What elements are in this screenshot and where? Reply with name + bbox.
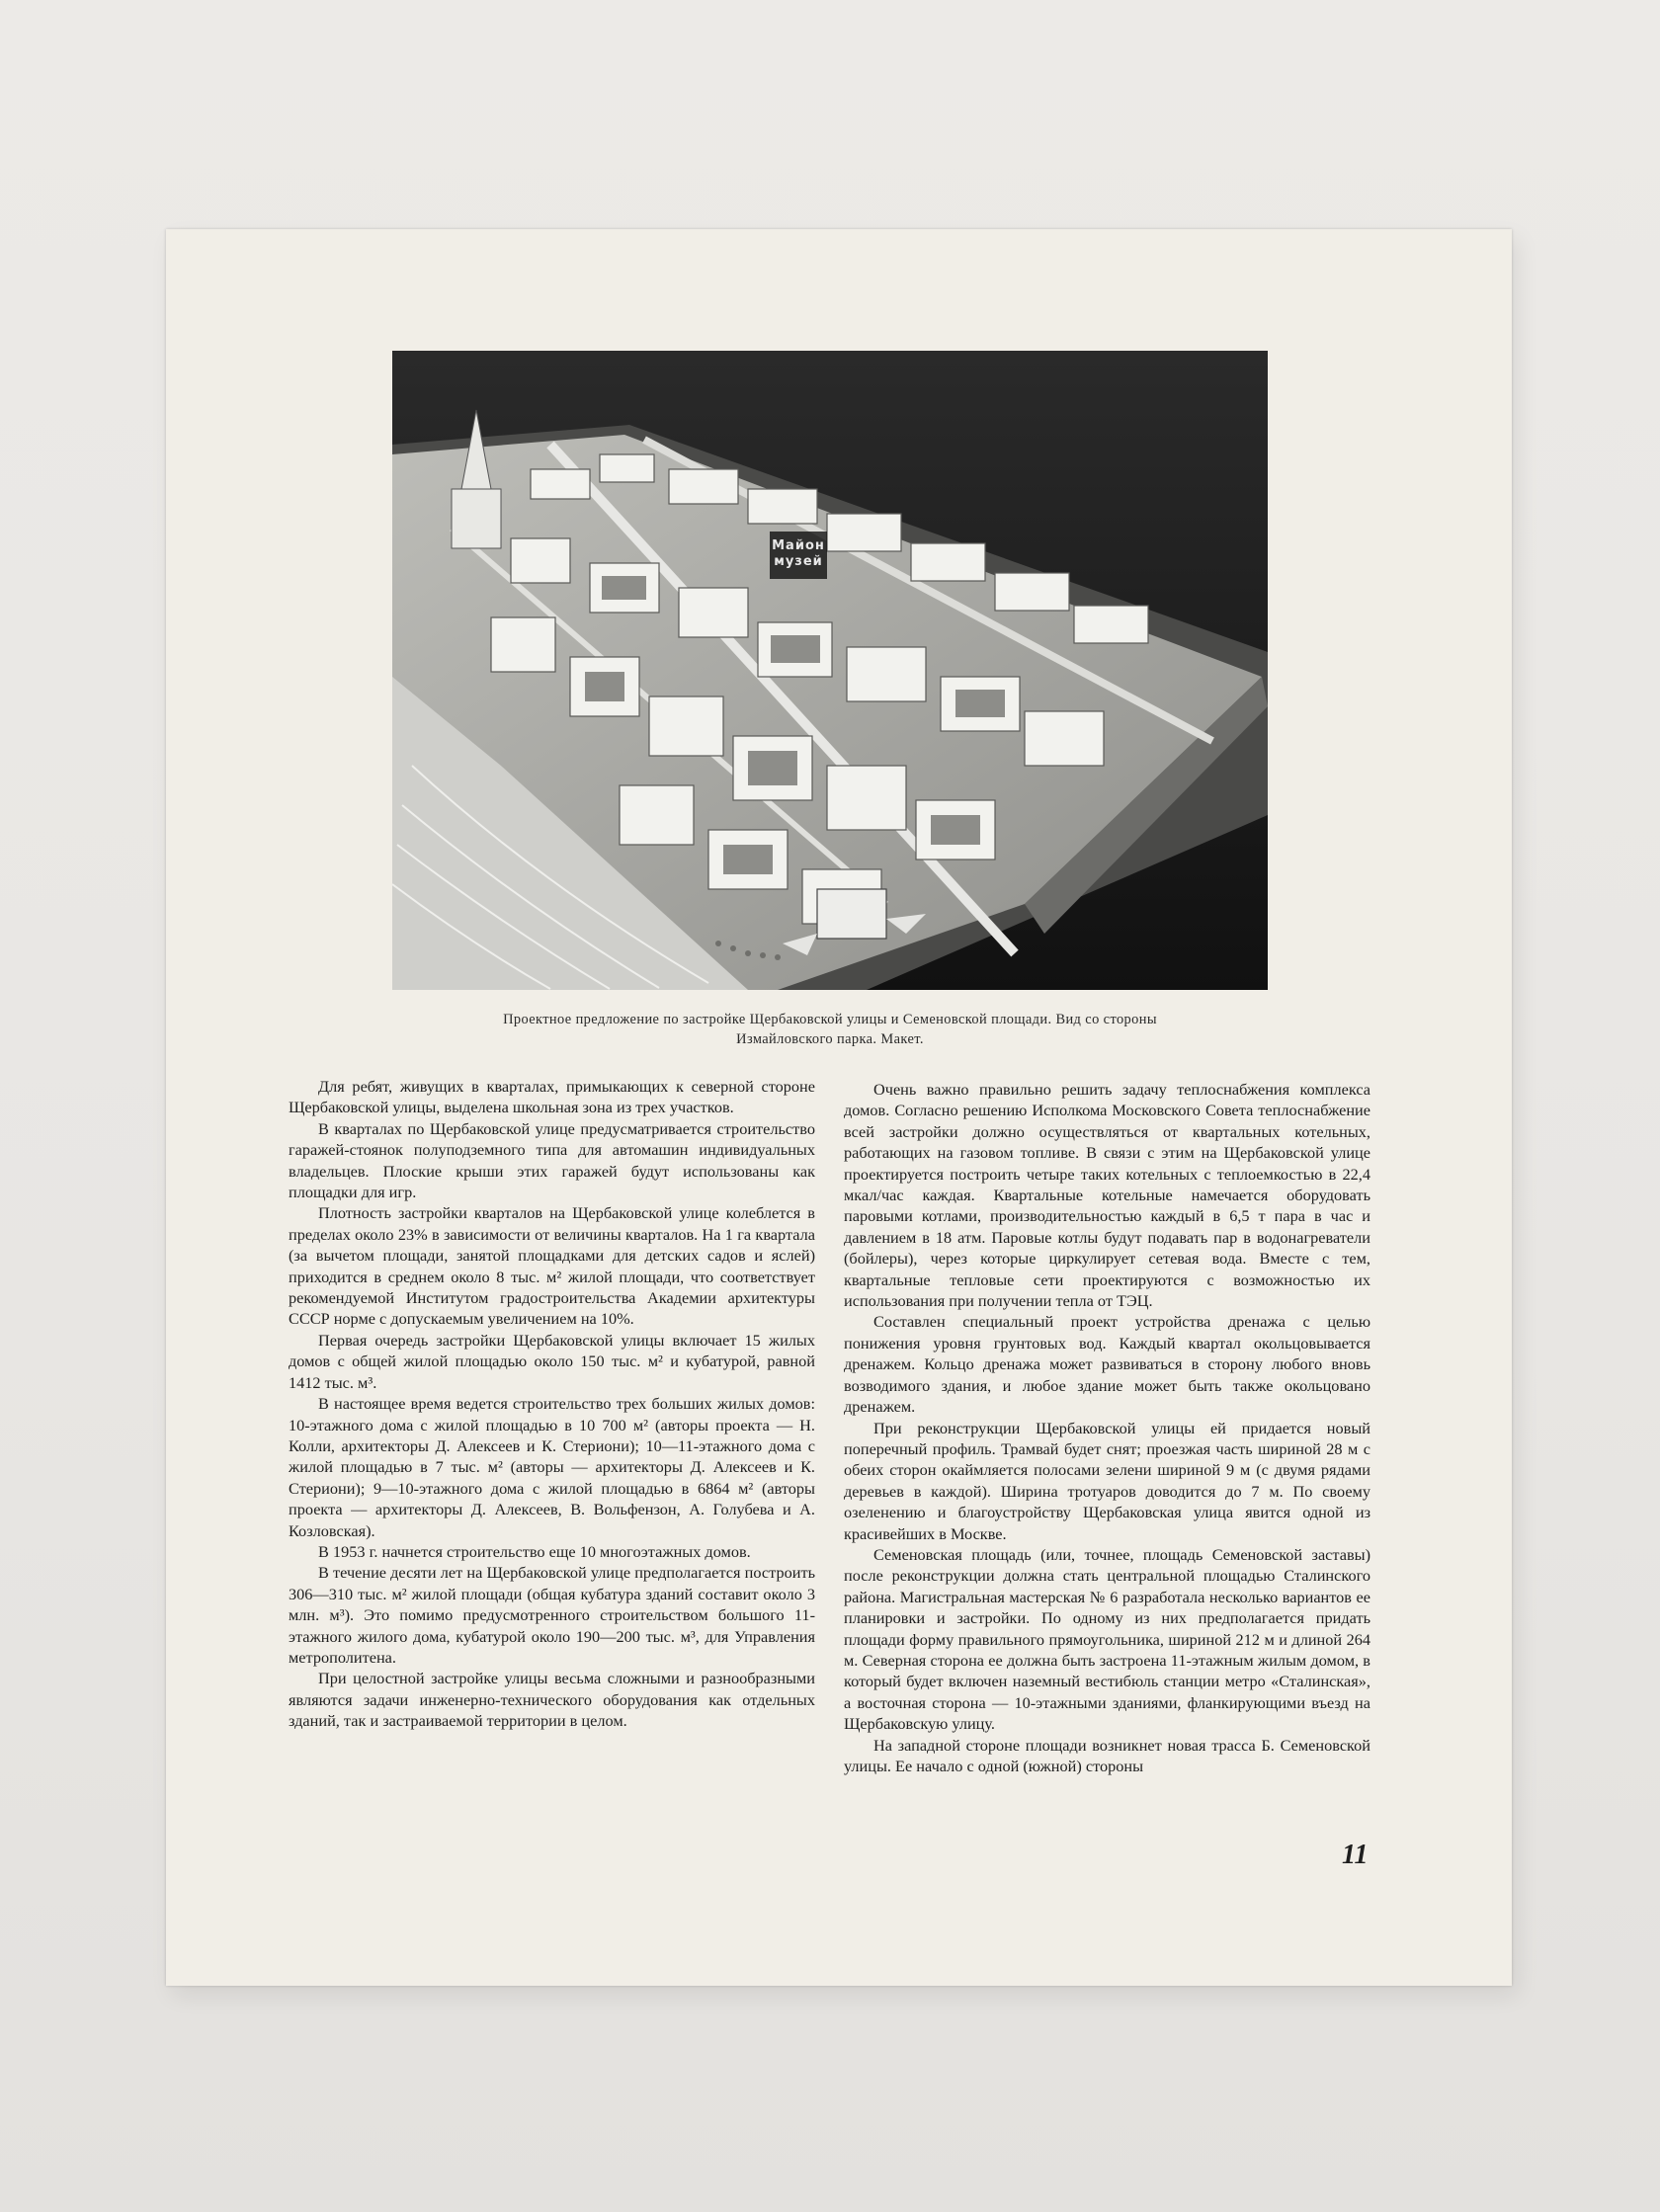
photo-caption	[392, 1010, 1268, 1049]
architectural-model-photo	[392, 351, 1268, 990]
right-text-column	[844, 1079, 1370, 1776]
watermark-line-1: Майон	[772, 538, 825, 553]
paragraph: Для ребят, живущих в кварталах, примыкающих к северной стороне Щербаковской улицы, выделена школьная зона из трех участков.	[289, 1077, 815, 1117]
left-text-column	[289, 1076, 815, 1732]
paragraph: В течение десяти лет на Щербаковской улице предполагается построить 306—310 тыс. м² жилой площади (общая кубатура зданий составит около 3 млн. м³). Это помимо предусмотренного строительством большого 11-этажного жилого дома, кубатурой около 190—200 тыс. м³, для Управления метрополитена.	[289, 1563, 815, 1667]
watermark-line-2: музей	[774, 554, 823, 569]
caption-line-2: Измайловского парка. Макет.	[736, 1031, 924, 1047]
paragraph: В кварталах по Щербаковской улице предусматривается строительство гаражей-стоянок полуподземного типа для автомашин индивидуальных владельцев. Плоские крыши этих гаражей будут использованы как площадки для игр.	[289, 1118, 815, 1202]
paragraph: В настоящее время ведется строительство трех больших жилых домов: 10-этажного дома с жилой площадью в 10 700 м² (авторы проекта — Н. Колли, архитекторы Д. Алексеев и К. Стериони); 10—11-этажного дома с жилой площадью в 7 тыс. м² (авторы — архитекторы Д. Алексеев и К. Стериони); 9—10-этажного дома с жилой площадью в 6864 м² (авторы проекта — архитекторы Д. Алексеев, В. Вольфензон, А. Голубева и А. Козловская).	[289, 1394, 815, 1540]
caption-line-1: Проектное предложение по застройке Щербаковской улицы и Семеновской площади. Вид со стороны	[503, 1012, 1157, 1027]
paragraph: Составлен специальный проект устройства дренажа с целью понижения уровня грунтовых вод. Каждый квартал окольцовывается дренажем. Кольцо дренажа может развиваться в сторону любого вновь возводимого здания, и любое здание может быть также окольцовано дренажем.	[844, 1312, 1370, 1417]
paragraph: При реконструкции Щербаковской улицы ей придается новый поперечный профиль. Трамвай будет снят; проезжая часть шириной 28 м с обеих сторон окаймляется полосами зелени шириной 9 м (с двумя рядами деревьев в каждой). Ширина тротуаров доводится до 7 м. По своему озеленению и благоустройству Щербаковская улица явится одной из красивейших в Москве.	[844, 1418, 1370, 1543]
page-number: 11	[1342, 1840, 1369, 1870]
paragraph: Семеновская площадь (или, точнее, площадь Семеновской заставы) после реконструкции должна стать центральной площадью Сталинского района. Магистральная мастерская № 6 разработала несколько вариантов ее планировки и застройки. По одному из них предполагается придать площади форму правильного прямоугольника, шириной 212 м и длиной 264 м. Северная сторона ее должна быть застроена 11-этажным жилым домом, в который будет включен наземный вестибюль станции метро «Сталинская», а восточная сторона — 10-этажными зданиями, фланкирующими въезд на Щербаковскую улицу.	[844, 1544, 1370, 1734]
museum-watermark	[770, 532, 827, 579]
paragraph: На западной стороне площади возникнет новая трасса Б. Семеновской улицы. Ее начало с одной (южной) стороны	[844, 1735, 1370, 1775]
paragraph: В 1953 г. начнется строительство еще 10 многоэтажных домов.	[318, 1541, 751, 1561]
paragraph: При целостной застройке улицы весьма сложными и разнообразными являются задачи инженерно-технического оборудования как отдельных зданий, так и застраиваемой территории в целом.	[289, 1669, 815, 1731]
paragraph: Очень важно правильно решить задачу теплоснабжения комплекса домов. Согласно решению Исполкома Московского Совета теплоснабжение всей застройки должно осуществляться от квартальных котельных, работающих на газовом топливе. В связи с этим на Щербаковской улице проектируется построить четыре таких котельных с теплоемкостью в 22,4 мкал/час каждая. Квартальные котельные намечается оборудовать паровыми котлами, производительностью каждый в 6,5 т пара в час и давлением в 18 атм. Паровые котлы будут подавать пар в водонагреватели (бойлеры), через которые циркулирует сетевая вода. Вместе с тем, квартальные тепловые сети проектируются с возможностью их использования при получении тепла от ТЭЦ.	[844, 1080, 1370, 1311]
magazine-page	[166, 229, 1512, 1986]
model-photo-graphic	[392, 351, 1268, 990]
paragraph: Плотность застройки кварталов на Щербаковской улице колеблется в пределах около 23% в зависимости от величины кварталов. На 1 га квартала (за вычетом площади, занятой площадками для детских садов и яслей) приходится в среднем около 8 тыс. м² жилой площади, что соответствует рекомендуемой Институтом градостроительства Академии архитектуры СССР норме с допускаемым увеличением на 10%.	[289, 1203, 815, 1329]
paragraph: Первая очередь застройки Щербаковской улицы включает 15 жилых домов с общей жилой площадью около 150 тыс. м² и кубатурой, равной 1412 тыс. м³.	[289, 1330, 815, 1392]
